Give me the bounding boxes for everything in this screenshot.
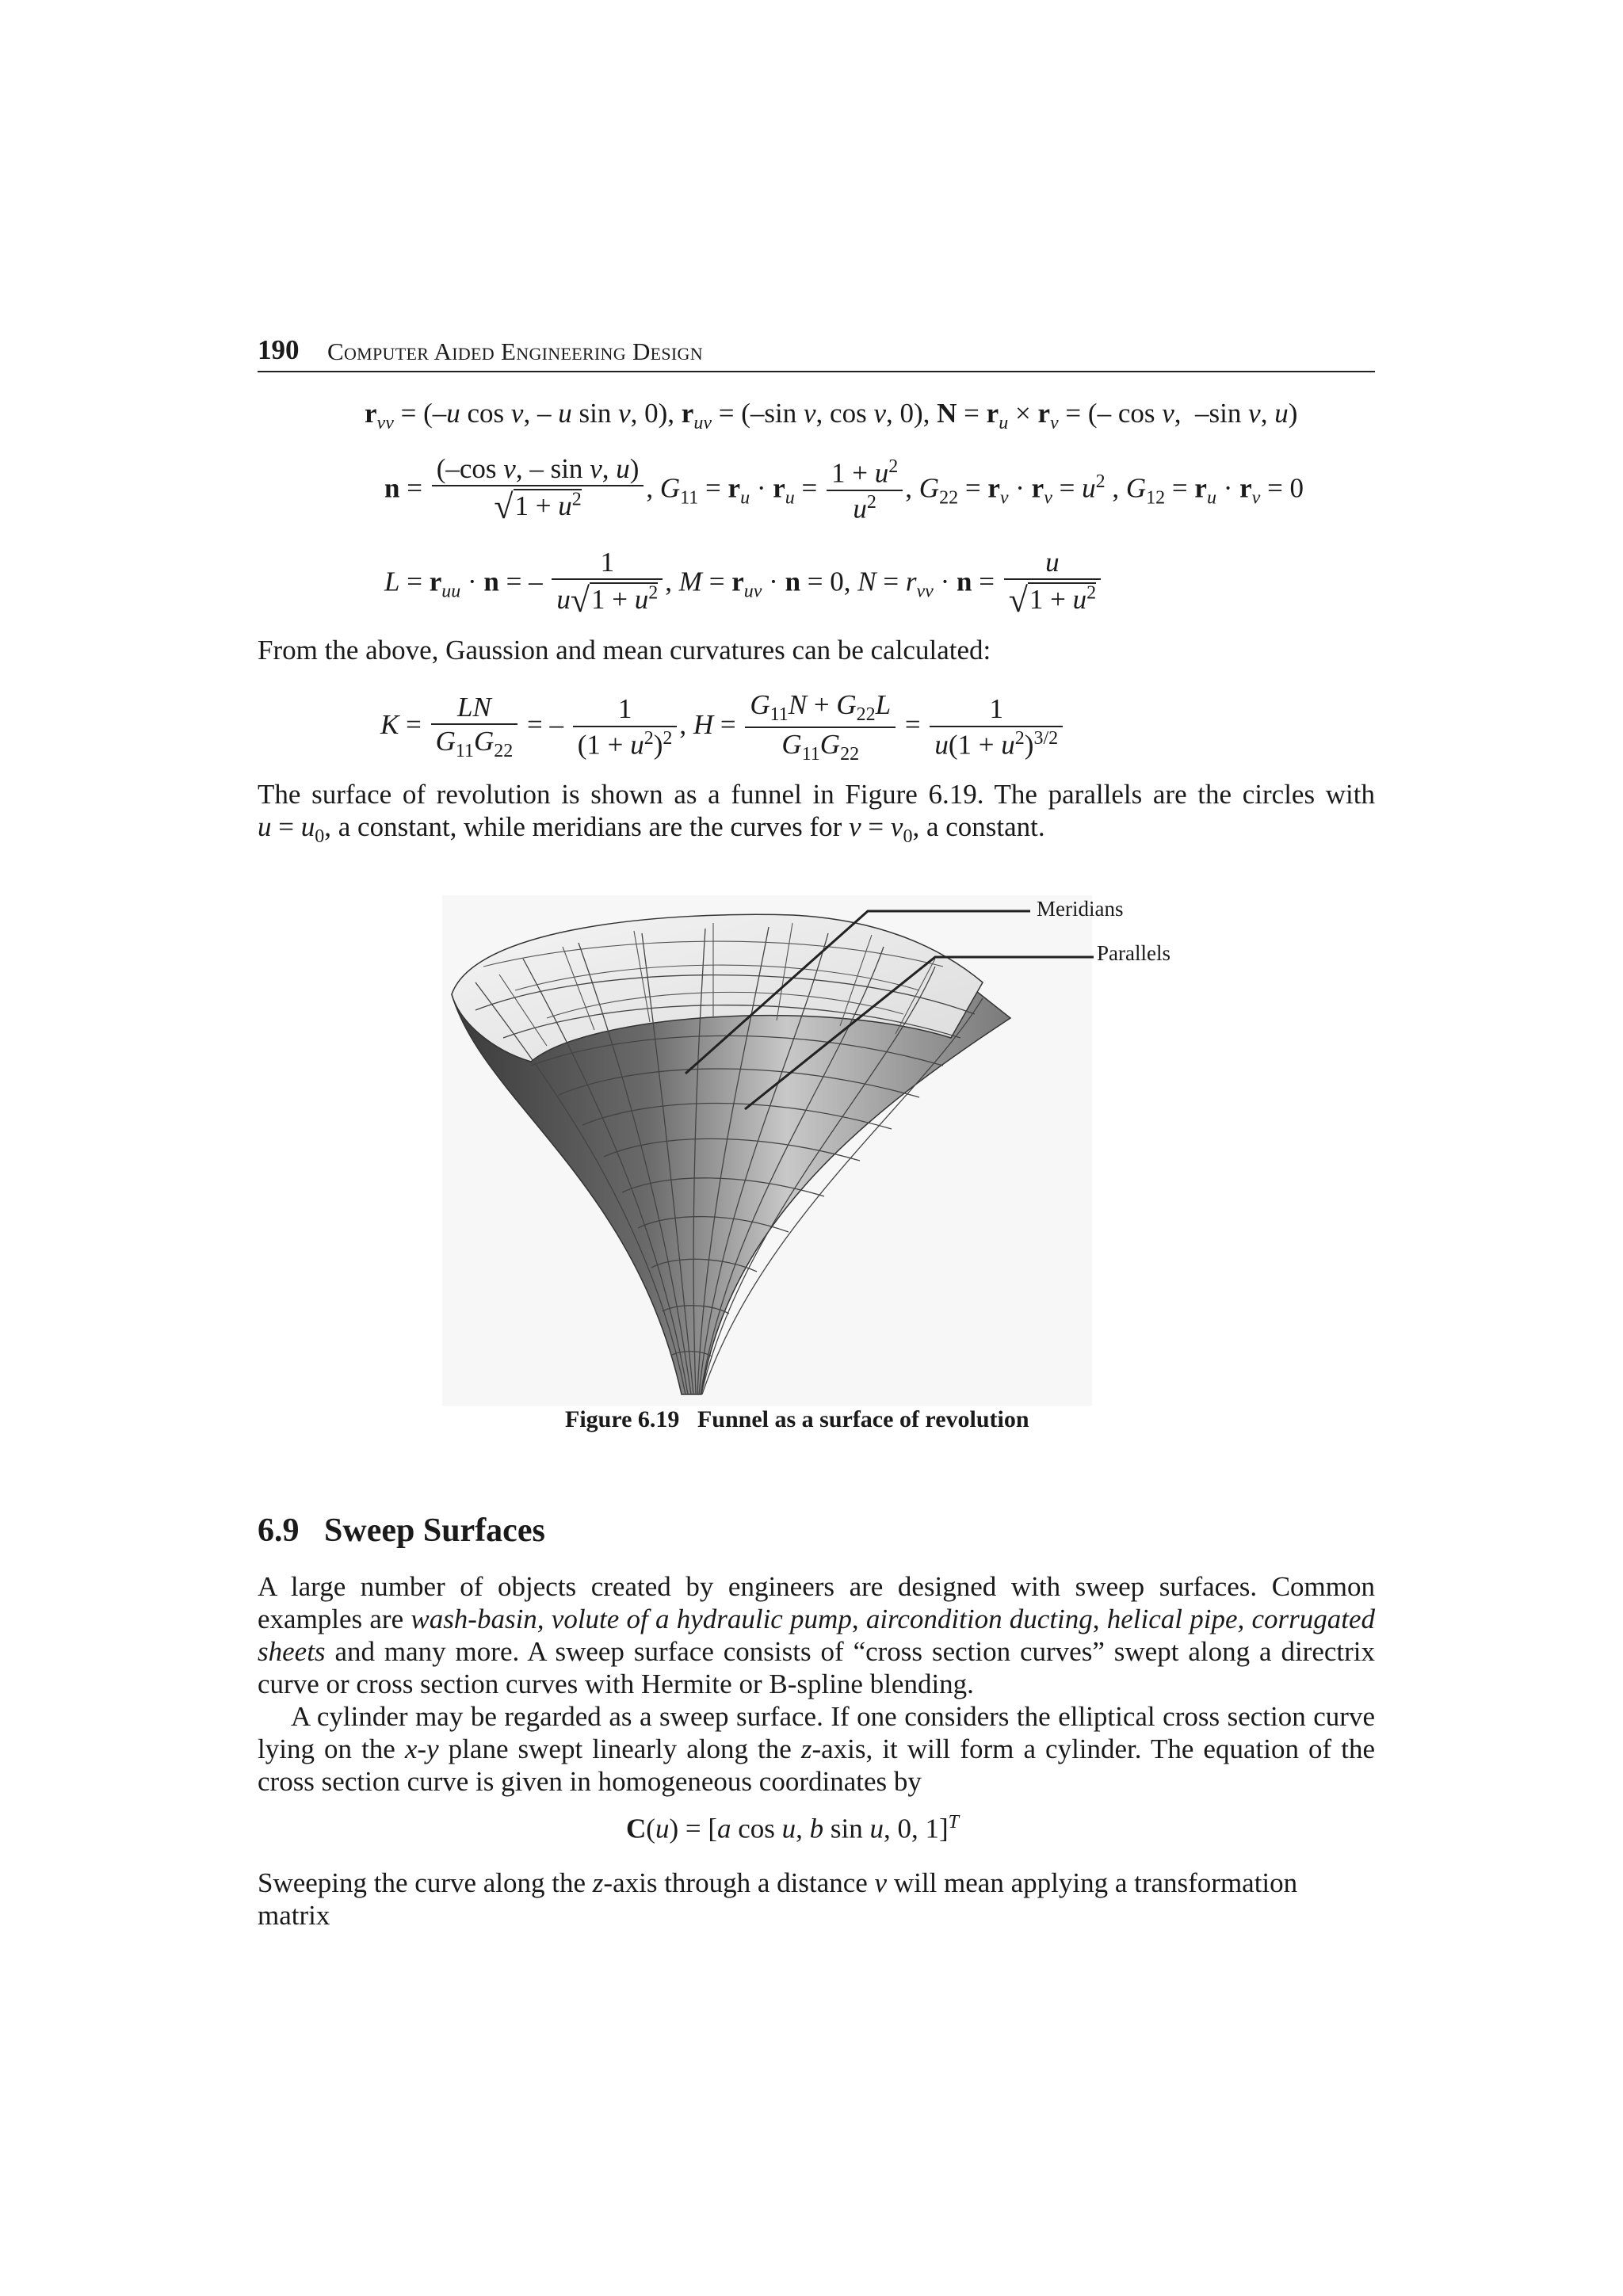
label-meridians: Meridians [1037, 897, 1124, 921]
section-paragraph-3 [258, 1867, 1375, 1932]
running-header [258, 331, 1375, 372]
funnel-text-a: , a constant, while meridians are the curves for [324, 811, 850, 842]
p1-example-2: aircondition ducting [865, 1604, 1093, 1634]
p2-text-a: A cylinder may be regarded as a sweep surface. If one considers the elliptical cross section curve lying on the [258, 1701, 1375, 1764]
p2-text-c: -axis, it will form a cylinder. The equation of the cross section curve is given in homogeneous coordinates by [258, 1733, 1375, 1797]
p1-sep-2: , [1092, 1604, 1107, 1634]
section-title: Sweep Surfaces [324, 1512, 545, 1549]
p3-z: z [592, 1867, 604, 1898]
caption-number: Figure 6.19 [565, 1406, 680, 1432]
running-title: Computer Aided Engineering Design [327, 338, 703, 365]
equation-rvv: $r_{vv} = (-u$ cos v, – u sin v, 0), $r_{uv} = (-\sin$ v, cos v, 0), $N = r_u \times r_v$ = (– cos v, –sin v, u) [365, 398, 1298, 433]
equation-second-fundamental: $L = r_{uu} \cdot n$ = – $\frac{1}{u√1 + u^2}$ , $M = r_{uv} \cdot n = 0$, $N = r_{vv} \cdot n$ = $\frac{u}{√1 + u^2}$ [384, 547, 1103, 622]
p2-text-b: plane swept linearly along the [438, 1733, 801, 1764]
p1-example-3: helical pipe, corrugated sheets [258, 1604, 1375, 1667]
p2-z: z [800, 1733, 812, 1764]
p1-text-b: and many more. A sweep surface consists of “cross section curves” swept along a directrix curve or cross section curves with Hermite or B-spline blending. [258, 1636, 1375, 1699]
page-number: 190 [258, 334, 300, 365]
section-paragraph-2 [258, 1700, 1375, 1798]
figure-funnel [428, 879, 1189, 1410]
paragraph-calc-intro: From the above, Gaussion and mean curvatures can be calculated: [258, 635, 991, 666]
p3-v: v [874, 1867, 888, 1898]
paragraph-funnel-line2: $u = u_0$, a constant, while meridians are the curves for $v = v_0$, a constant. [258, 811, 1045, 847]
p3-text-b: -axis through a distance [603, 1867, 875, 1898]
caption-text: Funnel as a surface of revolution [697, 1406, 1029, 1432]
p3-text-c: will mean applying a transformation matrix [258, 1867, 1298, 1931]
equation-cross-section: C(u) = [a cos u, b sin u, 0, 1]$^T$ [626, 1812, 960, 1844]
section-paragraph-1 [258, 1570, 1375, 1700]
p3-text-a: Sweeping the curve along the [258, 1867, 593, 1898]
funnel-text-b: , a constant. [912, 811, 1045, 842]
equation-curvatures: K = $\frac{LN}{G_{11}G_{22}}$ = – $\frac{1}{(1 + u^2)^2}$ , H = $\frac{G_{11}N + G_{22}L}{G_{11}G_{22}}$ = $\frac{1}{u(1 + u^2)^{3/2}}$ [380, 689, 1065, 765]
p1-example-1: wash-basin, volute of a hydraulic pump [411, 1604, 852, 1634]
equation-normal: n = $\frac{\text{(–cos v, – sin v, u)}}{√1 + u^2}$ , $G_{11} = r_u \cdot r_u$ = $\frac{1 + u^2}{u^2}$ , $G_{22} = r_v \cdot r_v = u^2$ , $G_{12} = r_u \cdot r_v = 0$ [384, 453, 1304, 527]
section-heading [258, 1512, 545, 1550]
section-number: 6.9 [258, 1512, 300, 1549]
figure-caption [565, 1406, 1029, 1433]
p2-xy: x-y [404, 1733, 439, 1764]
label-parallels: Parallels [1097, 941, 1170, 965]
paragraph-funnel-line1: The surface of revolution is shown as a funnel in Figure 6.19. The parallels are the circles with [258, 779, 1375, 810]
p1-sep-1: , [851, 1604, 866, 1634]
p1-text-a: A large number of objects created by engineers are designed with sweep surfaces. Common examples are [258, 1571, 1375, 1634]
